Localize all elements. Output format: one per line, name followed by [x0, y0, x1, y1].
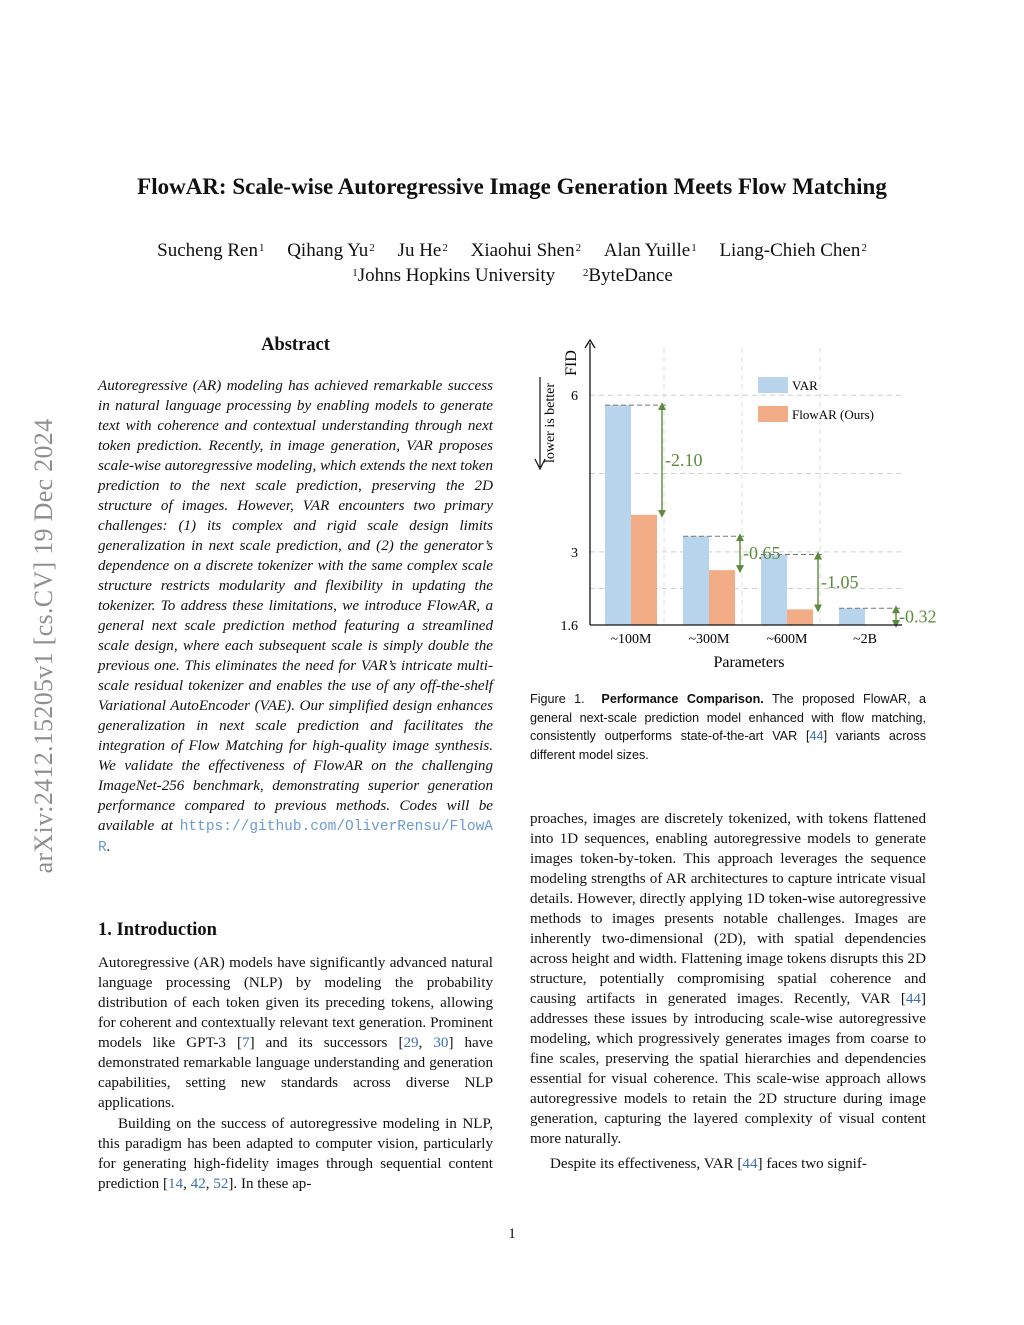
delta-label: -2.10 [665, 449, 703, 470]
legend-label-flowar: FlowAR (Ours) [792, 407, 874, 422]
x-tick-label: ~100M [610, 632, 652, 647]
author: Sucheng Ren$^1$ [157, 240, 265, 261]
citation-link[interactable]: 44 [742, 1156, 758, 1172]
citation-link[interactable]: 52 [213, 1176, 229, 1192]
delta-label: -1.05 [821, 571, 859, 592]
citation-link[interactable]: 29 [403, 1035, 419, 1051]
intro-text [98, 953, 493, 1194]
affiliation-list [60, 263, 964, 289]
paragraph: Building on the success of autoregressive modeling in NLP, this paradigm has been adapted to computer vision, particularly for generating high-fidelity images through sequential content prediction [14, 42, 52]. In these ap- [98, 1116, 493, 1192]
paragraph: Despite its effectiveness, VAR [44] faces two signif- [550, 1156, 867, 1172]
delta-label: -0.32 [899, 606, 937, 627]
affiliation: $^2$ByteDance [582, 265, 673, 286]
y-tick-label: 3 [571, 545, 578, 561]
performance-chart [530, 335, 937, 680]
y-tick-label: 1.6 [560, 619, 578, 634]
paragraph: Autoregressive (AR) models have significantly advanced natural language processing (NLP) by modeling the probability distribution of each token given its preceding tokens, allowing for coherent and contextually relevant text generation. Prominent models like GPT-3 [7] and its successors [29, 30] have demonstrated remarkable language understanding and generation capabilities, setting new standards across diverse NLP applications. [98, 955, 494, 1111]
bar-flowar [787, 609, 813, 625]
y-axis-label: FID [563, 350, 580, 376]
figure-caption: Figure 1. Performance Comparison. The proposed FlowAR, a general next-scale prediction model enhanced with flow matching, consistently outperforms state-of-the-art VAR [44] variants across different model sizes. [530, 692, 926, 762]
x-tick-label: ~2B [853, 632, 877, 647]
citation-link[interactable]: 14 [168, 1176, 184, 1192]
author: Ju He$^2$ [397, 240, 448, 261]
bar-var [839, 608, 865, 625]
y-tick-label: 6 [571, 389, 578, 405]
author: Xiaohui Shen$^2$ [470, 240, 582, 261]
citation-link[interactable]: 7 [242, 1035, 250, 1051]
right-column-text [530, 809, 926, 1174]
section-heading: 1. Introduction [98, 920, 217, 940]
author: Qihang Yu$^2$ [287, 240, 375, 261]
citation-link[interactable]: 30 [433, 1035, 449, 1051]
citation-link[interactable]: 44 [905, 991, 921, 1007]
bar-flowar [631, 515, 657, 625]
legend-label-var: VAR [792, 378, 818, 393]
delta-label: -0.65 [743, 543, 781, 564]
abstract-text: Autoregressive (AR) modeling has achieved remarkable success in natural language processing by enabling models to generate text with coherence and contextual understanding through next token prediction. Recently, in image generation, VAR proposes scale-wise autoregressive modeling, which extends the next token prediction to the next scale prediction, preserving the 2D structure of images. However, VAR encounters two primary challenges: (1) its complex and rigid scale design limits generalization in next scale prediction, and (2) the generator’s dependence on a discrete tokenizer with the same complex scale structure restricts modularity and flexibility in updating the tokenizer. To address these limitations, we introduce FlowAR, a general next scale prediction method featuring a streamlined scale design, where each subsequent scale is simply double the previous one. This eliminates the need for VAR’s intricate multi-scale residual tokenizer and enables the use of any off-the-shelf Variational AutoEncoder (VAE). Our simplified design enhances generalization in next scale prediction and facilitates the integration of Flow Matching for high-quality image synthesis. We validate the effectiveness of FlowAR on the challenging ImageNet-256 benchmark, demonstrating superior generation performance compared to previous methods. Codes will be available at https://github.com/OliverRensu/FlowAR. [98, 378, 493, 856]
page-number: 1 [508, 1226, 516, 1242]
side-note-label: lower is better [543, 382, 558, 464]
code-link[interactable]: https://github.com/OliverRensu/FlowAR [98, 819, 493, 856]
author: Liang-Chieh Chen$^2$ [719, 240, 867, 261]
citation-link[interactable]: 42 [190, 1176, 206, 1192]
paper-title: FlowAR: Scale-wise Autoregressive Image Generation Meets Flow Matching [137, 174, 887, 199]
author-list [60, 238, 964, 264]
legend-swatch-var [758, 377, 788, 393]
author: Alan Yuille$^1$ [603, 240, 697, 261]
bar-flowar [709, 570, 735, 625]
bar-var [683, 536, 709, 625]
affiliation: $^1$Johns Hopkins University [352, 265, 556, 286]
abstract-heading: Abstract [261, 335, 330, 355]
citation-link[interactable]: 44 [809, 729, 824, 743]
x-tick-label: ~600M [766, 632, 808, 647]
arxiv-identifier: arXiv:2412.15205v1 [cs.CV] 19 Dec 2024 [29, 418, 58, 874]
x-tick-label: ~300M [688, 632, 730, 647]
x-axis-label: Parameters [713, 654, 785, 671]
paragraph: proaches, images are discretely tokenized, with tokens flattened into 1D sequences, enabling autoregressive models to generate images token-by-token. This approach leverages the sequence modeling strengths of AR architectures to capture intricate visual details. However, directly applying 1D token-wise autoregressive methods to images presents notable challenges. Images are inherently two-dimensional (2D), with spatial dependencies across height and width. Flattening image tokens disrupts this 2D structure, potentially compromising spatial coherence and causing artifacts in generated images. Recently, VAR [44] addresses these issues by introducing scale-wise autoregressive modeling, which progressively generates images from coarse to fine scales, preserving the spatial hierarchies and dependencies essential for visual coherence. This scale-wise approach allows autoregressive models to retain the 2D structure during image generation, capturing the layered complexity of visual content more naturally. [530, 811, 926, 1147]
bar-var [761, 555, 787, 626]
bar-var [605, 405, 631, 625]
legend-swatch-flowar [758, 406, 788, 422]
